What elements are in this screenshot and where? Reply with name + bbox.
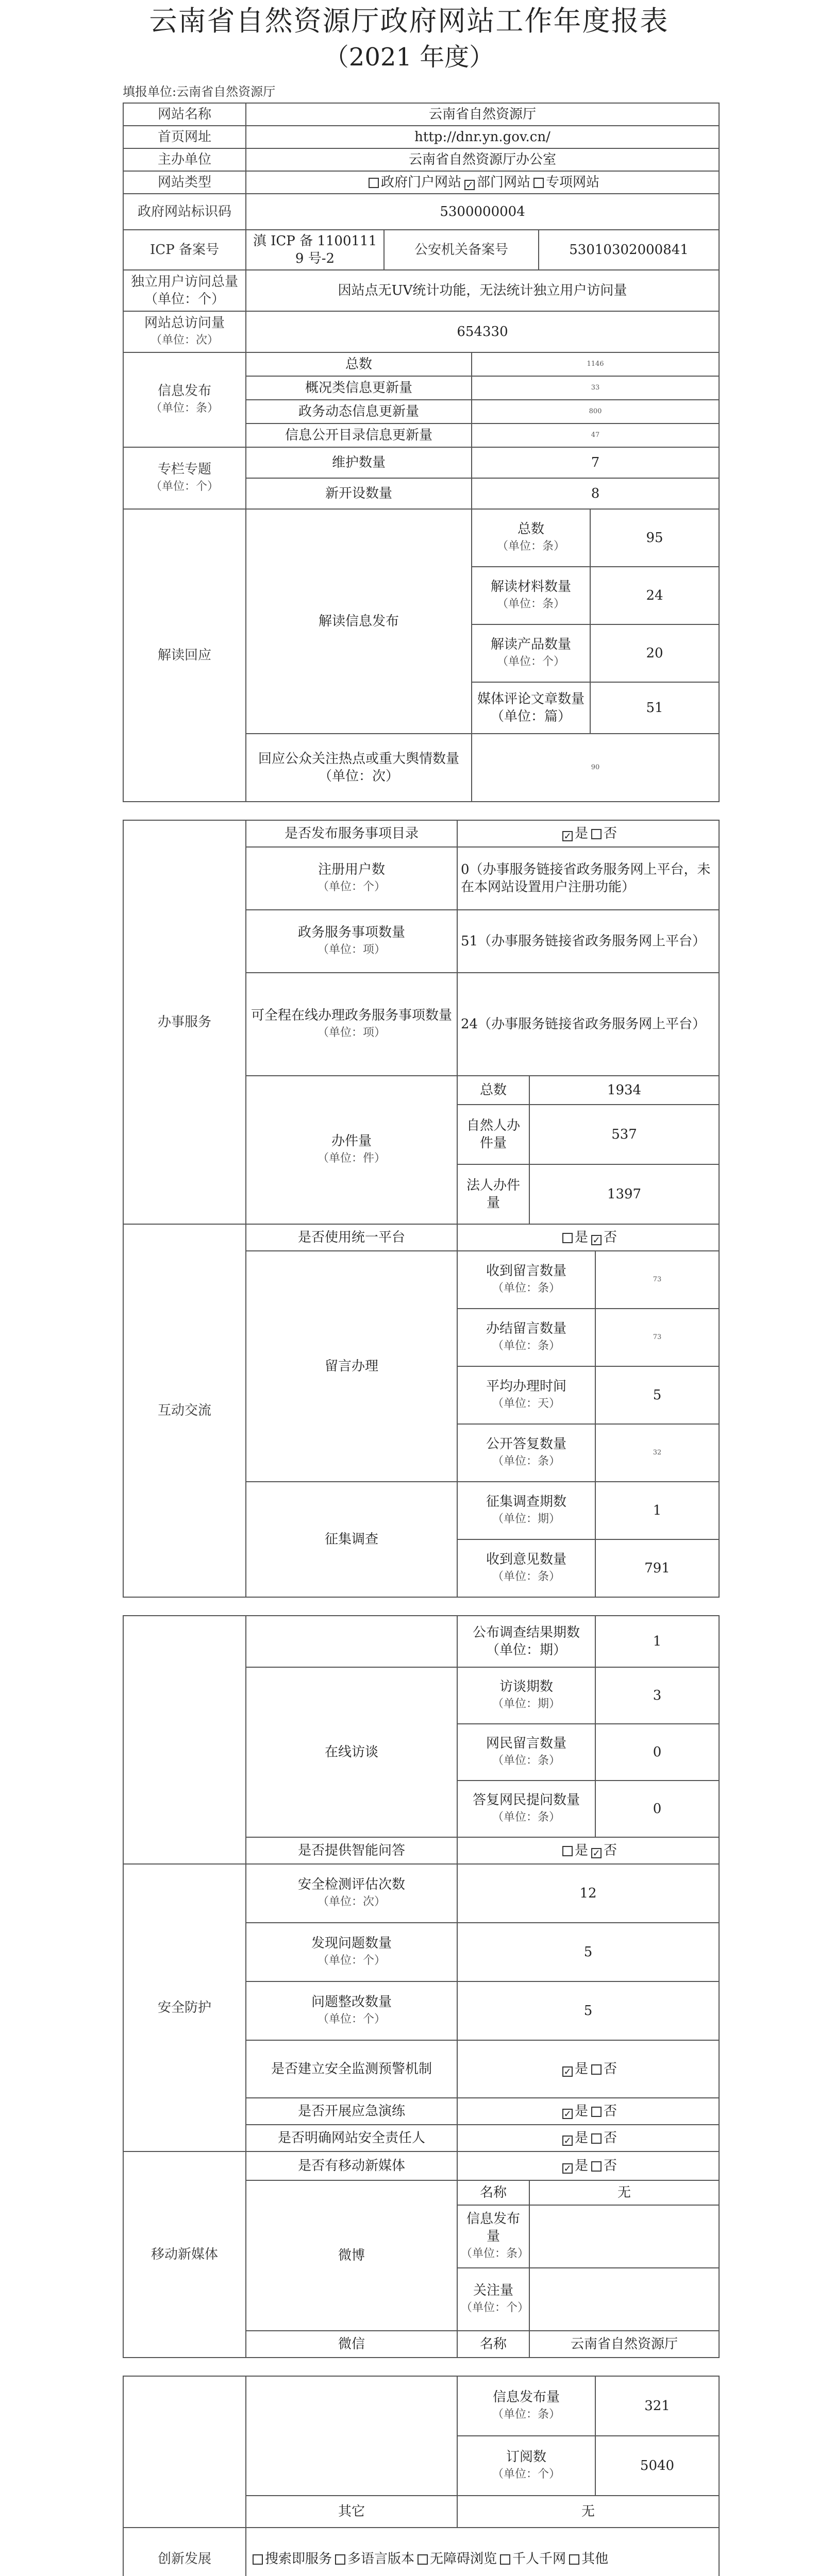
checkbox-label: 是 [574,2158,588,2174]
checkbox-label: 否 [604,1843,617,1858]
weibo-label: 微博 [246,2180,457,2331]
handle-unit: （单位：件） [317,1152,386,1165]
info-overview-value: 33 [472,376,719,400]
handle-total-label: 总数 [457,1076,529,1105]
netizen-label-text: 网民留言数量 [486,1736,567,1751]
scan-label-text: 安全检测评估次数 [297,1877,405,1892]
answer-label-text: 答复网民提问数量 [473,1792,580,1808]
interpret-product-label-text: 解读产品数量 [490,637,571,652]
netizen-value: 0 [595,1724,719,1781]
checkbox-label: 部门网站 [477,175,531,190]
users-label-text: 注册用户数 [318,862,385,877]
answer-unit: （单位：条） [492,1811,561,1824]
wechat-name-value: 云南省自然资源厅 [529,2331,719,2358]
section-gap [0,802,818,820]
checkbox-label: 是 [574,2130,588,2146]
checkbox[interactable] [418,2554,428,2565]
online-interview-label: 在线访谈 [246,1667,457,1837]
checkbox-label: 其他 [581,2551,609,2567]
page-title: 云南省自然资源厅政府网站工作年度报表 [149,5,669,37]
info-total-label: 总数 [246,352,472,376]
fixed-unit: （单位：个） [317,2013,386,2026]
wechat-posts-value: 321 [595,2376,719,2436]
checkbox[interactable] [533,178,544,188]
interpret-material-label [472,567,590,624]
wechat-posts-unit: （单位：条） [492,2408,561,2421]
home-url-label: 首页网址 [123,126,246,148]
checkbox-label: 搜索即服务 [265,2551,332,2567]
checkbox-label: 否 [604,2061,617,2077]
checkbox-group[interactable] [559,826,617,841]
scan-unit: （单位：次） [317,1895,386,1908]
interpret-material-value: 24 [590,567,719,624]
pv-label-text: 网站总访问量 [144,315,225,331]
checkbox[interactable] [562,2163,573,2174]
found-label-text: 发现问题数量 [311,1936,392,1951]
done-label [457,1309,595,1366]
info-news-label: 政务动态信息更新量 [246,400,472,423]
interpret-respond-label: 回应公众关注热点或重大舆情数量（单位：次） [246,734,472,802]
checkbox[interactable] [253,2554,263,2565]
directory-label: 是否发布服务事项目录 [246,820,457,847]
checkbox[interactable] [335,2554,345,2565]
special-maint-label: 维护数量 [246,447,472,478]
interpret-total-label [472,509,590,567]
done-unit: （单位：条） [492,1340,560,1352]
info-overview-label: 概况类信息更新量 [246,376,472,400]
checkbox-group[interactable] [559,2130,617,2146]
opinions-unit: （单位：条） [492,1570,560,1583]
unified-label: 是否使用统一平台 [246,1224,457,1251]
filler-unit: 填报单位:云南省自然资源厅 [123,84,276,99]
online-label [246,973,457,1076]
interaction-cont-label [123,1616,246,1864]
mobile-label: 移动新媒体 [123,2151,246,2358]
interpret-publish-label: 解读信息发布 [246,509,472,734]
avg-value: 5 [595,1366,719,1424]
icp-label: ICP 备案号 [123,230,246,270]
uv-label: 独立用户访问总量（单位：个） [123,270,246,311]
natural-label: 自然人办件量 [457,1105,529,1164]
users-unit: （单位：个） [317,880,386,893]
interview-label-text: 访谈期数 [499,1679,554,1694]
checkbox-label: 专项网站 [546,175,600,190]
police-label: 公安机关备案号 [384,230,539,270]
checkbox[interactable] [500,2554,510,2565]
basic-info-table [123,103,720,802]
checkbox-label: 是 [574,2061,588,2077]
public-label-text: 公开答复数量 [486,1436,566,1452]
avg-label [457,1366,595,1424]
wechat-subs-unit: （单位：个） [492,2468,561,2481]
checkbox-group[interactable] [559,2061,617,2077]
checkbox-group[interactable] [559,2104,617,2119]
checkbox[interactable] [591,2107,602,2117]
legal-label: 法人办件量 [457,1164,529,1224]
checkbox[interactable] [562,2066,573,2077]
checkbox[interactable] [591,2161,602,2172]
section-gap [0,2358,818,2376]
msg-label: 留言办理 [246,1251,457,1482]
checkbox-label: 无障碍浏览 [430,2551,497,2567]
checkbox-label: 多语言版本 [347,2551,415,2567]
weibo-follow-unit: （单位：个） [461,2301,529,2314]
interview-label [457,1667,595,1724]
checkbox-label: 是 [574,1843,588,1858]
received-label-text: 收到留言数量 [486,1263,566,1279]
site-type-label: 网站类型 [123,171,246,194]
special-label [123,447,246,509]
wechat-subs-label [457,2436,595,2496]
users-label [246,847,457,910]
result-spacer [246,1616,457,1667]
site-code-label: 政府网站标识码 [123,194,246,230]
info-catalog-value: 47 [472,423,719,447]
site-name-value: 云南省自然资源厅 [246,103,719,126]
fixed-value: 5 [457,1981,719,2040]
drill-label: 是否开展应急演练 [246,2098,457,2125]
items-label-text: 政务服务事项数量 [297,925,405,940]
handle-total-value: 1934 [529,1076,719,1105]
answer-label [457,1781,595,1837]
mobile-cont-label [123,2376,246,2528]
result-label: 公布调查结果期数（单位：期） [457,1616,595,1667]
scan-value: 12 [457,1864,719,1923]
interpret-product-value: 20 [590,624,719,682]
other-label: 其它 [246,2496,457,2528]
legal-value: 1397 [529,1164,719,1224]
service-label: 办事服务 [123,820,246,1224]
has-mobile-label: 是否有移动新媒体 [246,2151,457,2180]
avg-unit: （单位：天） [492,1397,560,1410]
weibo-name-label: 名称 [457,2180,529,2205]
pv-unit: （单位：次） [150,334,219,347]
handle-label [246,1076,457,1224]
checkbox[interactable] [591,2064,602,2075]
innovation-label: 创新发展 [123,2528,246,2576]
survey-count-value: 1 [595,1482,719,1539]
checkbox[interactable] [464,180,475,190]
other-value: 无 [457,2496,719,2528]
pv-label [123,311,246,352]
checkbox-label: 千人千网 [512,2551,566,2567]
checkbox[interactable] [562,1846,573,1856]
checkbox-group[interactable] [559,1843,617,1858]
interpret-total-value: 95 [590,509,719,567]
checkbox-label: 否 [604,826,617,841]
online-unit: （单位：项） [317,1026,386,1039]
checkbox[interactable] [562,2109,573,2119]
interpret-product-label [472,624,590,682]
info-publish-label [123,352,246,447]
wechat-posts-label-text: 信息发布量 [493,2389,560,2405]
public-label [457,1424,595,1482]
smart-label: 是否提供智能问答 [246,1837,457,1864]
interpret-product-unit: （单位：个） [496,655,565,668]
info-total-value: 1146 [472,352,719,376]
interview-value: 3 [595,1667,719,1724]
info-publish-unit: （单位：条） [150,402,219,415]
netizen-unit: （单位：条） [492,1754,561,1767]
netizen-label [457,1724,595,1781]
site-name-label: 网站名称 [123,103,246,126]
checkbox[interactable] [369,178,379,188]
checkbox-label: 是 [575,1230,589,1245]
info-news-value: 800 [472,400,719,423]
special-new-label: 新开设数量 [246,478,472,509]
wechat-innovation-table [123,2376,720,2576]
interpret-media-label: 媒体评论文章数量（单位：篇） [472,682,590,734]
fixed-label [246,1981,457,2040]
checkbox-label: 否 [604,1230,617,1245]
checkbox-label: 否 [604,2130,617,2146]
checkbox-label: 否 [604,2158,617,2174]
unified-options [457,1224,719,1251]
wechat-subs-value: 5040 [595,2436,719,2496]
icp-value: 滇 ICP 备 11001119 号-2 [246,230,384,270]
warning-label: 是否建立安全监测预警机制 [246,2040,457,2098]
has-mobile-options [457,2151,719,2180]
police-value: 53010302000841 [539,230,719,270]
smart-options [457,1837,719,1864]
avg-label-text: 平均办理时间 [486,1379,566,1394]
site-code-value: 5300000004 [246,194,719,230]
interview-unit: （单位：期） [492,1698,561,1710]
received-value: 73 [595,1251,719,1309]
weibo-posts-unit: （单位：条） [461,2247,529,2260]
checkbox-label: 是 [575,826,589,841]
survey-count-label [457,1482,595,1539]
wechat-label: 微信 [246,2331,457,2358]
online-label-text: 可全程在线办理政务服务事项数量 [251,1008,452,1023]
opinions-value: 791 [595,1539,719,1597]
interpret-total-unit: （单位：条） [496,540,565,553]
weibo-follow-label [457,2268,529,2331]
wechat-name-label: 名称 [457,2331,529,2358]
weibo-posts-label [457,2205,529,2268]
handle-label-text: 办件量 [331,1133,372,1149]
scan-label [246,1864,457,1923]
security-label: 安全防护 [123,1864,246,2151]
opinions-label-text: 收到意见数量 [486,1552,566,1567]
users-value: 0（办事服务链接省政务服务网上平台，未在本网站设置用户注册功能） [457,847,719,910]
drill-options [457,2098,719,2125]
weibo-follow-label-text: 关注量 [473,2283,513,2298]
checkbox[interactable] [591,829,602,839]
wechat-stats-spacer [246,2376,457,2496]
info-catalog-label: 信息公开目录信息更新量 [246,423,472,447]
opinions-label [457,1539,595,1597]
weibo-name-value: 无 [529,2180,719,2205]
checkbox-group[interactable] [365,175,599,190]
checkbox-label: 否 [604,2104,617,2119]
survey-label: 征集调查 [246,1482,457,1597]
done-value: 73 [595,1309,719,1366]
items-unit: （单位：项） [317,943,386,956]
checkbox-label: 是 [574,2104,588,2119]
interpret-media-value: 51 [590,682,719,734]
interpret-material-label-text: 解读材料数量 [490,579,571,595]
wechat-subs-label-text: 订阅数 [506,2449,547,2465]
checkbox[interactable] [591,2133,602,2144]
interpret-respond-value: 90 [472,734,719,802]
answer-value: 0 [595,1781,719,1837]
interaction-label: 互动交流 [123,1224,246,1597]
weibo-follow-value [529,2268,719,2331]
interview-security-table [123,1615,720,2358]
interpret-label: 解读回应 [123,509,246,802]
special-maint-value: 7 [472,447,719,478]
special-new-value: 8 [472,478,719,509]
items-value: 51（办事服务链接省政务服务网上平台） [457,910,719,973]
warning-options [457,2040,719,2098]
fixed-label-text: 问题整改数量 [311,1994,392,2010]
weibo-posts-value [529,2205,719,2268]
owner-options [457,2125,719,2151]
checkbox[interactable] [569,2554,579,2565]
checkbox[interactable] [562,831,573,841]
received-label [457,1251,595,1309]
found-unit: （单位：个） [317,1954,386,1967]
info-publish-label-text: 信息发布 [157,383,211,399]
site-type-options [246,171,719,194]
checkbox-label: 政府门户网站 [381,175,462,190]
survey-count-label-text: 征集调查期数 [486,1494,566,1510]
interpret-total-label-text: 总数 [517,521,544,537]
items-label [246,910,457,973]
uv-value: 因站点无UV统计功能，无法统计独立用户访问量 [246,270,719,311]
section-gap [0,1598,818,1615]
home-url-value[interactable]: http://dnr.yn.gov.cn/ [246,126,719,148]
found-label [246,1923,457,1981]
interpret-material-unit: （单位：条） [496,598,565,611]
sponsor-value: 云南省自然资源厅办公室 [246,148,719,171]
public-unit: （单位：条） [492,1455,560,1468]
checkbox-group[interactable] [249,2551,608,2567]
public-value: 32 [595,1424,719,1482]
done-label-text: 办结留言数量 [486,1321,566,1336]
checkbox[interactable] [591,1235,602,1245]
service-interaction-table [123,820,720,1598]
survey-count-unit: （单位：期） [492,1513,560,1526]
innovation-options [246,2528,719,2576]
directory-options [457,820,719,847]
special-label-text: 专栏专题 [157,462,211,477]
checkbox[interactable] [591,1848,602,1858]
page-subtitle: （2021 年度） [324,43,494,72]
checkbox-group[interactable] [559,1230,617,1245]
checkbox[interactable] [562,1233,573,1243]
sponsor-label: 主办单位 [123,148,246,171]
checkbox[interactable] [562,2136,573,2146]
online-value: 24（办事服务链接省政务服务网上平台） [457,973,719,1076]
natural-value: 537 [529,1105,719,1164]
owner-label: 是否明确网站安全责任人 [246,2125,457,2151]
received-unit: （单位：条） [492,1282,560,1295]
found-value: 5 [457,1923,719,1981]
weibo-posts-label-text: 信息发布量 [466,2211,520,2244]
report-page [0,3,818,2576]
pv-value: 654330 [246,311,719,352]
special-unit: （单位：个） [150,480,219,493]
wechat-posts-label [457,2376,595,2436]
result-value: 1 [595,1616,719,1667]
checkbox-group[interactable] [559,2158,617,2174]
